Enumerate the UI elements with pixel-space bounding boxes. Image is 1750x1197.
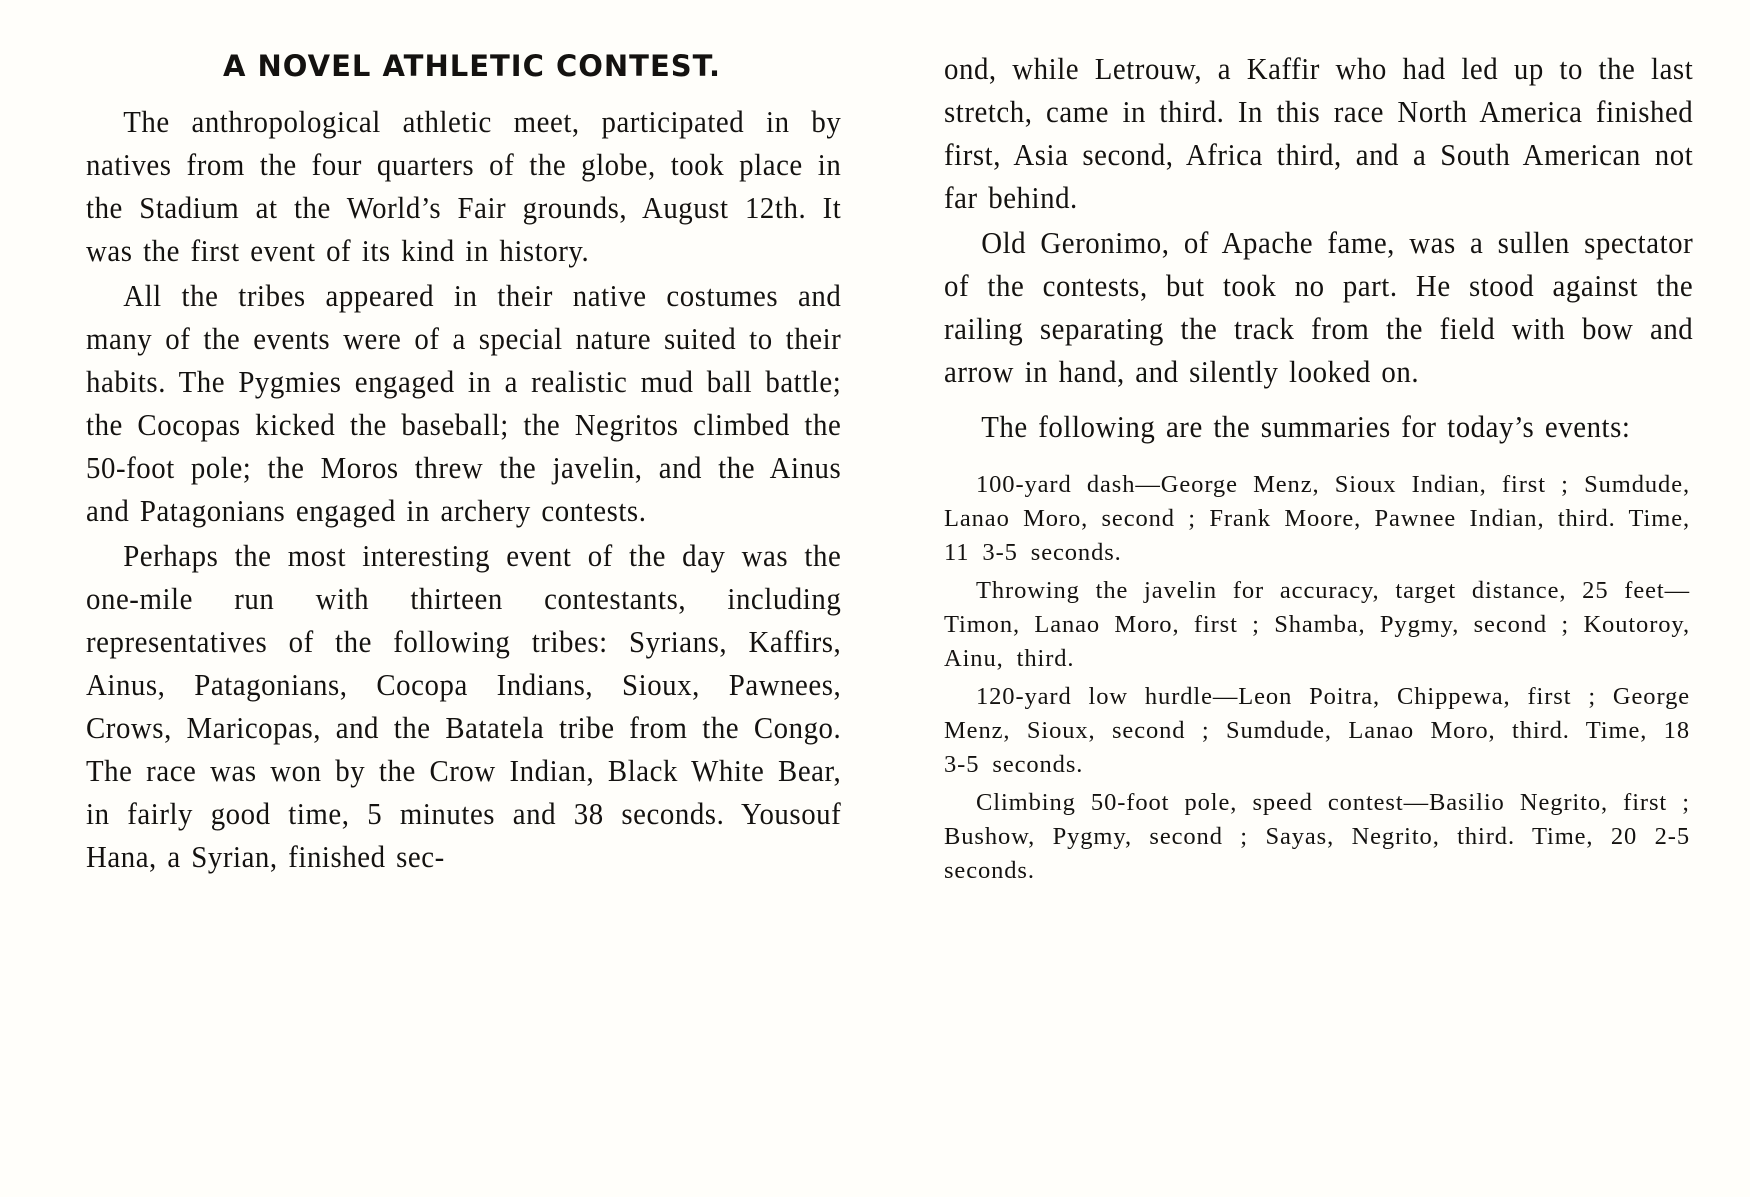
left-column — [86, 0, 842, 878]
summary-low-hurdle: 120-yard low hurdle—Leon Poitra, Chippewa, first ; George Menz, Sioux, second ; Sumdude, Lanao Moro, third. Time, 18 3-5 seconds. — [944, 683, 1690, 778]
paragraph-intro: The anthropological athletic meet, participated in by natives from the four quarters of the globe, took place in the Stadium at the World’s Fair grounds, August 12th. It was the first event of its kind in history. — [86, 104, 842, 268]
summary-100-yard-dash: 100-yard dash—George Menz, Sioux Indian, first ; Sumdude, Lanao Moro, second ; Frank Moore, Pawnee Indian, third. Time, 11 3-5 seconds. — [944, 471, 1690, 566]
paragraph-tribes: All the tribes appeared in their native costumes and many of the events were of a special nature suited to their habits. The Pygmies engaged in a realistic mud ball battle; the Cocopas kicked the baseball; the Negritos climbed the 50-foot pole; the Moros threw the javelin, and the Ainus and Patagonians engaged in archery contests. — [86, 278, 842, 528]
right-column — [944, 0, 1694, 888]
paragraph-race-continued: ond, while Letrouw, a Kaffir who had led up to the last stretch, came in third. In this race North America finished first, Asia second, Africa third, and a South American not far behind. — [944, 51, 1694, 215]
summary-pole-climb: Climbing 50-foot pole, speed contest—Basilio Negrito, first ; Bushow, Pygmy, second ; Sayas, Negrito, third. Time, 20 2-5 seconds. — [944, 789, 1690, 884]
paragraph-summaries-intro: The following are the summaries for today’s events: — [981, 409, 1631, 444]
paragraph-geronimo: Old Geronimo, of Apache fame, was a sullen spectator of the contests, but took no part. He stood against the railing separating the track from the field with bow and arrow in hand, and silently looked on. — [944, 225, 1694, 389]
summary-javelin: Throwing the javelin for accuracy, target distance, 25 feet—Timon, Lanao Moro, first ; Shamba, Pygmy, second ; Koutoroy, Ainu, third. — [944, 577, 1690, 672]
paragraph-one-mile-run: Perhaps the most interesting event of the day was the one-mile run with thirteen contestants, including representatives of the following tribes: Syrians, Kaffirs, Ainus, Patagonians, Cocopa Indians, Sioux, Pawnees, Crows, Maricopas, and the Batatela tribe from the Congo. The race was won by the Crow Indian, Black White Bear, in fairly good time, 5 minutes and 38 seconds. Yousouf Hana, a Syrian, finished sec- — [86, 538, 842, 874]
article-title: A NOVEL ATHLETIC CONTEST. — [222, 49, 722, 83]
